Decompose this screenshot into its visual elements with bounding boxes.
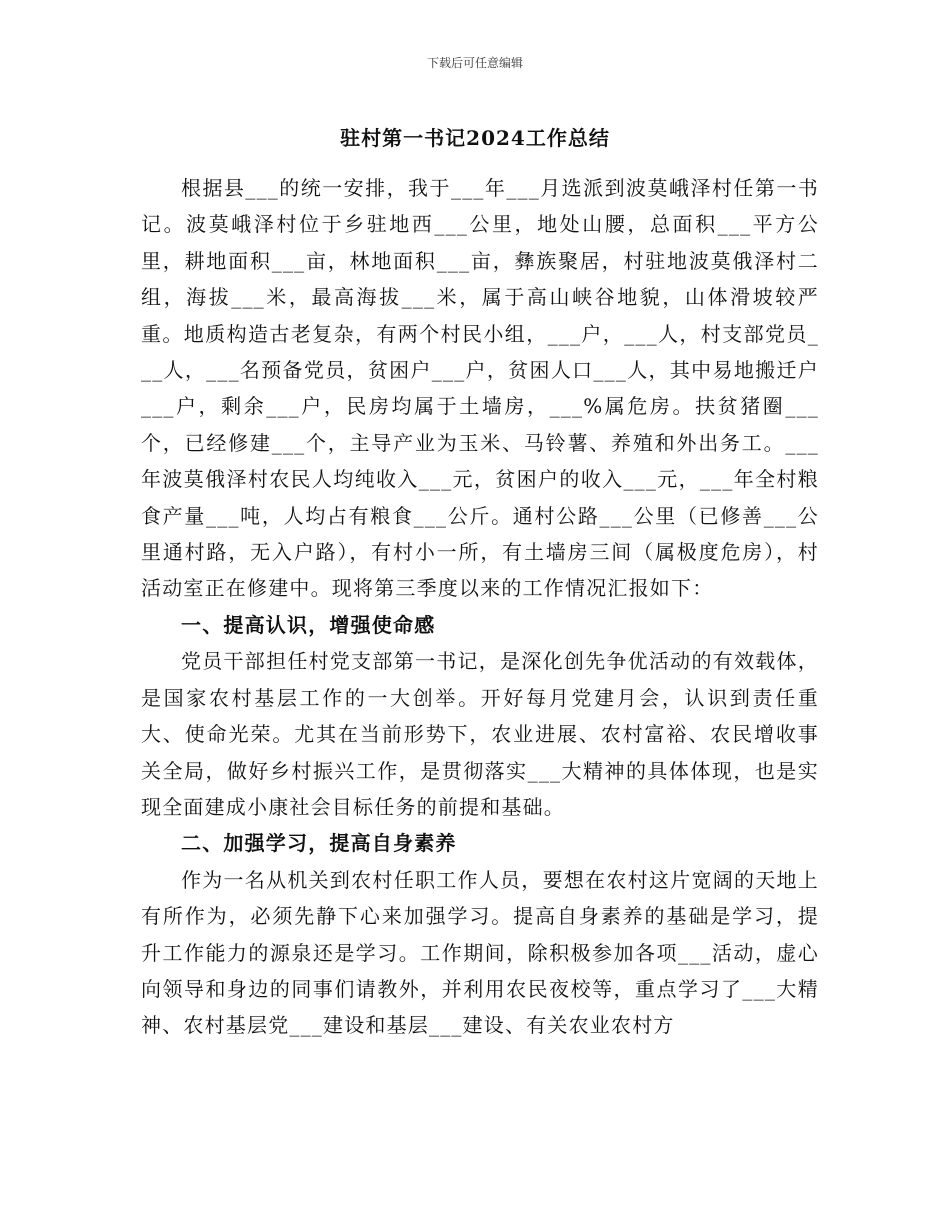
document-body — [141, 170, 819, 1044]
section-paragraph-2: 作为一名从机关到农村任职工作人员，要想在农村这片宽阔的天地上有所作为，必须先静下心来加强学习。提高自身素养的基础是学习，提升工作能力的源泉还是学习。工作期间，除积极参加各项___活动，虚心向领导和身边的同事们请教外，并利用农民夜校等，重点学习了___大精神、农村基层党___建设和基层___建设、有关农业农村方 — [141, 867, 819, 1038]
section-heading-2: 二、加强学习，提高自身素养 — [181, 831, 457, 856]
section-heading-1: 一、提高认识，增强使命感 — [181, 612, 436, 637]
page-header: 下载后可任意编辑 — [426, 56, 523, 70]
intro-paragraph: 根据县___的统一安排，我于___年___月选派到波莫峨泽村任第一书记。波莫峨泽村位于乡驻地西___公里，地处山腰，总面积___平方公里，耕地面积___亩，林地面积___亩，彝族聚居，村驻地波莫俄泽村二组，海拔___米，最高海拔___米，属于高山峡谷地貌，山体滑坡较严重。地质构造古老复杂，有两个村民小组，___户，___人，村支部党员___人，___名预备党员，贫困户___户，贫困人口___人，其中易地搬迁户___户，剩余___户，民房均属于土墙房，___%属危房。扶贫猪圈___个，已经修建___个，主导产业为玉米、马铃薯、养殖和外出务工。___年波莫俄泽村农民人均纯收入___元，贫困户的收入___元，___年全村粮食产量___吨，人均占有粮食___公斤。通村公路___公里（已修善___公里通村路，无入户路），有村小一所，有土墙房三间（属极度危房），村活动室正在修建中。现将第三季度以来的工作情况汇报如下： — [141, 176, 819, 601]
document-title: 驻村第一书记2024工作总结 — [340, 126, 610, 150]
section-paragraph-1: 党员干部担任村党支部第一书记，是深化创先争优活动的有效载体，是国家农村基层工作的一大创举。开好每月党建月会，认识到责任重大、使命光荣。尤其在当前形势下，农业进展、农村富裕、农民增收事关全局，做好乡村振兴工作，是贯彻落实___大精神的具体体现，也是实现全面建成小康社会目标任务的前提和基础。 — [141, 649, 819, 819]
